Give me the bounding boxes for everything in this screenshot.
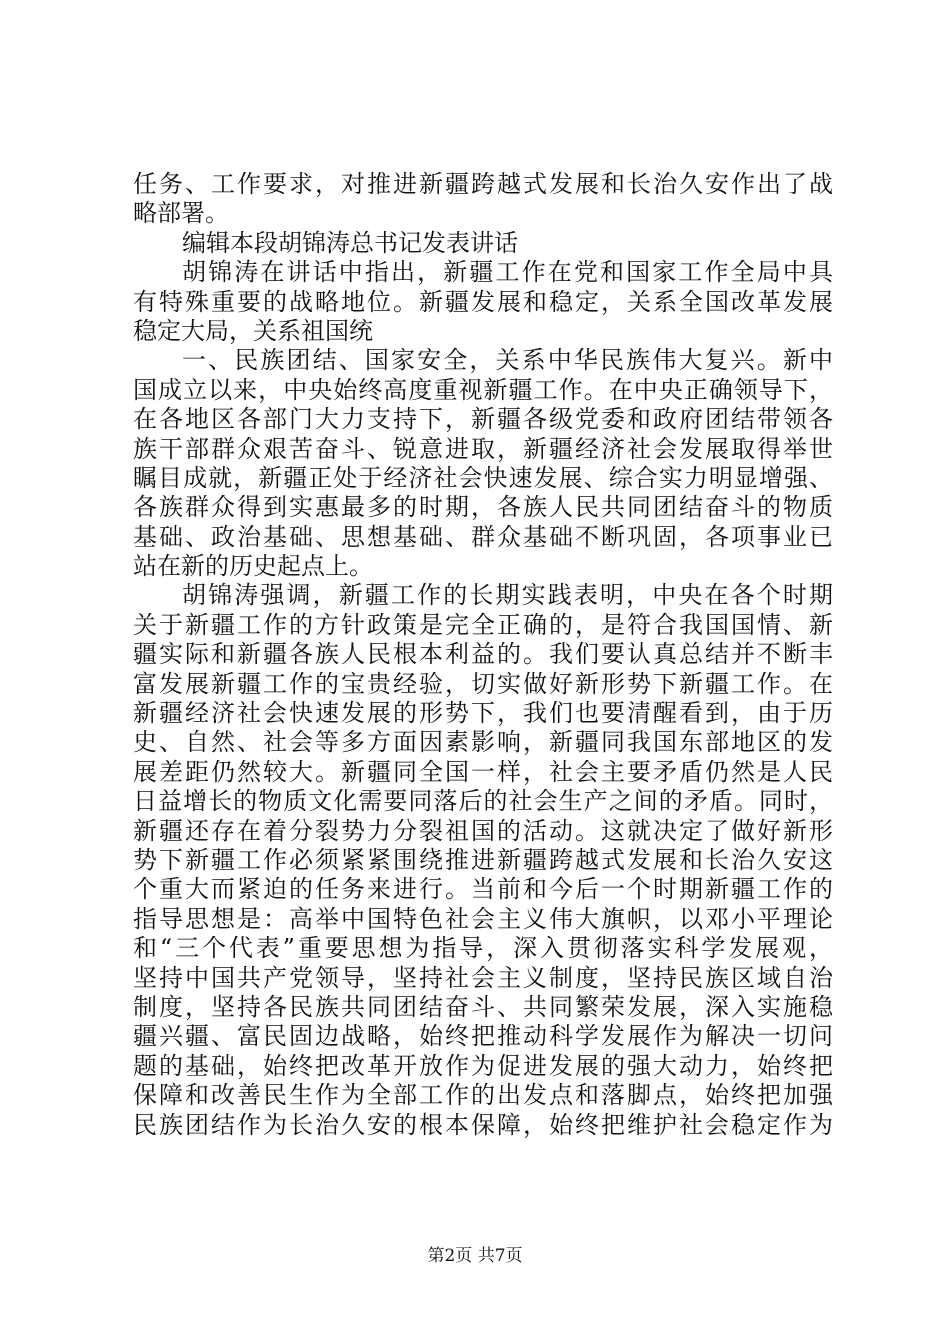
body-text-line: 指导思想是：高举中国特色社会主义伟大旗帜，以邓小平理论 [133, 904, 833, 933]
body-text-line: 瞩目成就，新疆正处于经济社会快速发展、综合实力明显增强、 [133, 463, 833, 492]
body-text-line: 胡锦涛在讲话中指出，新疆工作在党和国家工作全局中具 [182, 258, 833, 287]
body-text-line: 一、民族团结、国家安全，关系中华民族伟大复兴。新中 [182, 346, 833, 375]
body-text-line: 展差距仍然较大。新疆同全国一样，社会主要矛盾仍然是人民 [133, 757, 833, 786]
body-text-line: 民族团结作为长治久安的根本保障，始终把维护社会稳定作为 [133, 1110, 833, 1139]
body-text-line: 编辑本段胡锦涛总书记发表讲话 [182, 228, 518, 257]
body-text-line: 国成立以来，中央始终高度重视新疆工作。在中央正确领导下， [133, 375, 833, 404]
body-text-line: 疆兴疆、富民固边战略，始终把推动科学发展作为解决一切问 [133, 1022, 833, 1051]
body-text-line: 站在新的历史起点上。 [133, 552, 373, 581]
body-text-line: 制度，坚持各民族共同团结奋斗、共同繁荣发展，深入实施稳 [133, 992, 833, 1021]
body-text-line: 题的基础，始终把改革开放作为促进发展的强大动力，始终把 [133, 1051, 833, 1080]
body-text-line: 族干部群众艰苦奋斗、锐意进取，新疆经济社会发展取得举世 [133, 434, 833, 463]
body-text-line: 有特殊重要的战略地位。新疆发展和稳定，关系全国改革发展 [133, 287, 833, 316]
body-text-line: 势下新疆工作必须紧紧围绕推进新疆跨越式发展和长治久安这 [133, 845, 833, 874]
body-text-line: 任务、工作要求，对推进新疆跨越式发展和长治久安作出了战 [133, 170, 833, 198]
body-text-line: 胡锦涛强调，新疆工作的长期实践表明，中央在各个时期 [182, 581, 833, 610]
body-text-line: 保障和改善民生作为全部工作的出发点和落脚点，始终把加强 [133, 1081, 833, 1110]
body-text-line: 日益增长的物质文化需要同落后的社会生产之间的矛盾。同时， [133, 787, 833, 816]
body-text-line: 各族群众得到实惠最多的时期，各族人民共同团结奋斗的物质 [133, 493, 833, 522]
body-text-line: 坚持中国共产党领导，坚持社会主义制度，坚持民族区域自治 [133, 963, 833, 992]
body-text-line: 在各地区各部门大力支持下，新疆各级党委和政府团结带领各 [133, 405, 833, 434]
body-text-line: 富发展新疆工作的宝贵经验，切实做好新形势下新疆工作。在 [133, 669, 833, 698]
body-text-line: 新疆经济社会快速发展的形势下，我们也要清醒看到，由于历 [133, 699, 833, 728]
body-text-line: 基础、政治基础、思想基础、群众基础不断巩固，各项事业已 [133, 522, 833, 551]
body-text-line: 新疆还存在着分裂势力分裂祖国的活动。这就决定了做好新形 [133, 816, 833, 845]
body-text-line: 关于新疆工作的方针政策是完全正确的，是符合我国国情、新 [133, 610, 833, 639]
body-text-line: 和“三个代表”重要思想为指导，深入贯彻落实科学发展观， [133, 934, 833, 963]
body-text-line: 史、自然、社会等多方面因素影响，新疆同我国东部地区的发 [133, 728, 833, 757]
body-text-line: 略部署。 [133, 199, 229, 228]
page-footer: 第2页 共7页 [427, 1246, 523, 1266]
body-text-line: 稳定大局，关系祖国统 [133, 316, 373, 345]
body-text-line: 疆实际和新疆各族人民根本利益的。我们要认真总结并不断丰 [133, 640, 833, 669]
document-body [133, 170, 833, 1140]
body-text-line: 个重大而紧迫的任务来进行。当前和今后一个时期新疆工作的 [133, 875, 833, 904]
